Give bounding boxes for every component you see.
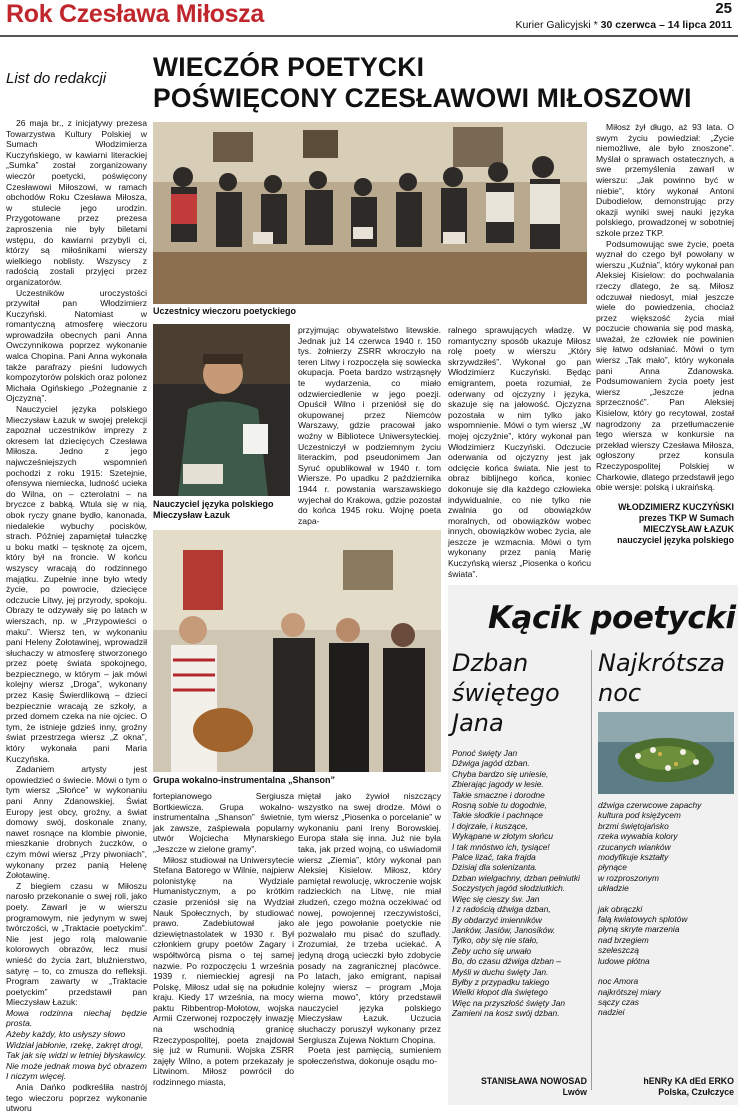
column-3-bottom bbox=[298, 791, 441, 1105]
audience-photo-image bbox=[153, 122, 587, 304]
poem-line: Więc się cieszy św. Jan bbox=[452, 893, 540, 904]
article-headline bbox=[153, 52, 733, 114]
page-number: 25 bbox=[715, 0, 732, 17]
signature-role-1: prezes TKP W Sumach bbox=[638, 513, 734, 523]
section-title: Rok Czesława Miłosza bbox=[6, 0, 264, 28]
teacher-photo-image bbox=[153, 324, 290, 496]
poem-line: I tak mnóstwo ich, tysiące! bbox=[452, 841, 550, 852]
poem-line: Dzban wielgachny, dzban pełniutki bbox=[452, 872, 580, 883]
poetry-section-title: Kącik poetycki bbox=[488, 600, 736, 636]
column-3-top bbox=[298, 325, 441, 526]
poem-line: Żeby ucho się urwało bbox=[452, 945, 532, 956]
paragraph: Miłosz studiował na Uniwersytecie Stefana Batorego w Wilnie, najpierw polonistykę na Wydziale Humanistycznym, a po krótkim czasie przeniósł się na Wydział Nauk Społecznych, by studiować prawo. Zadebiutował jako dziewiętnastolatek w 1930 r. Był członkiem grupy poetów Żagary i współtwórcą pisma o tej samej nazwie. Po rozpoczęciu 1 września 1939 r. niemieckiej agresji na Polskę, Miłosz udał się na południe kraju. Kiedy 17 września, na mocy paktu Ribbentrop-Mołotow, wojska Armii Czerwonej rozpoczęły inwazję na wschodnią granicę Rzeczypospolitej, poeta znajdował się już w Rumunii. Wojska ZSRR zajęły Wilno, a potem przekazały je Litwinom. Miłosz powrócił do rodzinnego miasta, bbox=[153, 854, 294, 1088]
verse-line: Tak jak się widzi w letniej błyskawicy. bbox=[6, 1050, 147, 1061]
column-1 bbox=[6, 118, 147, 1114]
poem-line: Dźwiga jagód dzban. bbox=[452, 758, 530, 769]
poem-line: Tylko, oby się nie stało, bbox=[452, 935, 539, 946]
poem-line: I z radością dźwiga dzban, bbox=[452, 904, 551, 915]
paragraph: Uczestników uroczystości przywitał pan Włodzimierz Kuczyński. Natomiast w romantyczną atmosferę wieczoru wprowadziła obecnych pani Anna Owczynnikowa poprzez wykonanie walca Chopina. Pani Anna wykonała także parafrazy pieśni ludowych kompozytorów polskich oraz polonez Michała Ogińskiego „Pożegnanie z Ojczyzną”. bbox=[6, 287, 147, 404]
wreath-photo-image bbox=[598, 712, 734, 794]
poem-line: Więc na przyszłość święty Jan bbox=[452, 997, 566, 1008]
photo-teacher bbox=[153, 324, 290, 496]
signature-name-1: WŁODZIMIERZ KUCZYŃSKI bbox=[618, 502, 734, 512]
paragraph: Poeta jest pamięcią, sumieniem społeczeństwa, dokonuje osądu mo- bbox=[298, 1045, 441, 1066]
caption-teacher-line-2: Mieczysław Łazuk bbox=[153, 510, 231, 520]
poem-line: Palce lizać, taka frajda bbox=[452, 852, 536, 863]
poem-line: płyną skryte marzenia bbox=[598, 924, 680, 935]
paragraph: 26 maja br., z inicjatywy prezesa Towarzystwa Kultury Polskiej w Sumach Włodzimierza Kuczyńskiego, w kawiarni literackiej „Sumka” został zorganizowany wieczór poetycki, poświęcony Czesławowi Miłoszowi, w ramach obchodów Roku Czesława Miłosza, w stulecie jego urodzin. Przygotowane przez prezesa zaproszenia nie były biletami wstępu, do kawiarni przybyli ci, którzy są miłośnikami wierszy wielkiego noblisty. Wszyscy z radością zostali przyjęci przez organizatorów. bbox=[6, 118, 147, 287]
poem-line: w rozproszonym bbox=[598, 872, 659, 883]
verse-line: Ażeby każdy, kto usłyszy słowo bbox=[6, 1029, 126, 1040]
poem-line: Soczystych jagód słodziutkich. bbox=[452, 883, 566, 894]
poem-line: brzmi świętojańsko bbox=[598, 820, 669, 831]
verse-line: Widział jabłonie, rzekę, zakręt drogi, bbox=[6, 1039, 144, 1050]
paragraph: miętał jako żywioł niszczący wszystko na swej drodze. Mówi o tym wiersz „Piosenka o porcelanie” w wykonaniu pani Ireny Borowskiej. Europa stała się inna. Już nie była taka, jak przed wojną, co uświadomił wiersz „Ziemia”, który wykonał pan Aleksiej Kisielow. Miłosz, który pamiętał rewolucję, wkroczenie wojsk radzieckich na Litwę, nie miał złudzeń, czego można oczekiwać od nowej, powojennej rzeczywistości, ale jego powołanie poetyckie nie pozwalało mu pisać do szuflady. Zrozumiał, że trzeba uciekać. A jedyną drogą ucieczki było zdobycie posady na zagranicznej placówce. Po latach, jako emigrant, napisał kolejny wiersz – program „Moja wierna mowo”, który przedstawił nauczyciel języka polskiego Mieczysław Łazuk. Uczucia słuchaczy poruszył wykonany przez Sergiusza Zujewa Nokturn Chopina. bbox=[298, 791, 441, 1045]
paragraph: Podsumowując swe życie, poeta wyznał do czego był powołany w wierszu „Kuźnia”, który wykonał pan Aleksiej Kisielow: do pochwalania rzeczy dlatego, że są. Miłosz odczuwał niedosyt, miał jeszcze wiele do powiedzenia, chociaż przez większość życia miał poczucie chowania się pod maską, uważał, że człowiek nie powinien się łatwo odsłaniać. Mówi o tym wiersz „Tak mało”, który wykonała pani Anna Zdanowska. Podsumowaniem życia poety jest wiersz „Jeszcze jedna sprzeczność”. Pan Aleksiej Kisielow, który go recytował, został nagrodzony za przetłumaczenie tego wiersza w konkursie na przekład wierszy Czesława Miłosza, ogłoszony przez konsula Rzeczypospolitej Polskiej w Charkowie, dlatego przedstawił jego obie wersje: polską i ukraińską. bbox=[596, 238, 734, 493]
poem-line: modyfikuje kształty bbox=[598, 852, 669, 863]
poem-line: I dojrzałe, i kuszące, bbox=[452, 820, 528, 831]
poem-line: Rosną sobie tu dogodnie, bbox=[452, 800, 547, 811]
column-2-bottom bbox=[153, 791, 294, 1105]
band-photo-image bbox=[153, 530, 441, 772]
poem-line: jak obrączki bbox=[598, 903, 643, 914]
issue-line: Kurier Galicyjski * 30 czerwca – 14 lipca 2011 bbox=[515, 19, 732, 31]
poem2-title bbox=[598, 648, 725, 708]
poem-line: układzie bbox=[598, 883, 629, 894]
poem2-text bbox=[598, 800, 734, 1018]
paragraph: ralnego sprawujących władzę. W romantyczny sposób ukazuje Miłosz rolę poety w wierszu „Który skrzywdziłeś”. Wykonał go pan Włodzimierz Kuczyński. Będąc emigrantem, poeta rozumiał, że oderwany od ojczyzny i języka, skazuje się na jałowość. Ojczyzna pozostała w nim tylko jako wspomnienie. Mówi o tym wiersz „W mojej ojczyźnie”, który wykonał pan Włodzimierz Kuczyński. Odczucie oderwania od ojczyzny jest jak odcięcie końca świata. Nie jest to obraz biblijnego końca, koniec dokonuje się dla każdego człowieka indywidualnie, co nie tylko nie zwalnia go od obowiązków moralnych, od obowiązków wobec innych, obowiązków wobec życia, ale jeszcze je wzmacnia. Mówi o tym wykonany przez panią Marię Kuczyńską wiersz „Piosenka o końcu świata”. bbox=[448, 325, 591, 579]
signature-name-2: MIECZYSŁAW ŁAZUK bbox=[643, 524, 734, 534]
poem1-title-line-2: świętego bbox=[452, 679, 560, 707]
poem-line: Takie słodkie i pachnące bbox=[452, 810, 543, 821]
paragraph: przyjmując obywatelstwo litewskie. Jednak już 14 czerwca 1940 r. 150 tys. żołnierzy ZSRR wkroczyło na teren Litwy i rozpoczęła się sowiecka okupacja. Poeta bardzo wstrząsnęły te wydarzenia, co miało odzwierciedlenie w jego poezji. Opuścił Wilno i przeniósł się do okupowanej przez Niemców Warszawy, gdzie pracował jako woźny w Bibliotece Uniwersyteckiej. Uczestniczył w podziemnym życiu literackim, pod pseudonimem Jan Syruć opublikował w 1940 r. tom Wiersze. Po upadku 2 października 1944 r. powstania warszawskiego wyjechał do Krakowa, gdzie pozostał do końca 1945 roku. Wojnę poeta zapa- bbox=[298, 325, 441, 526]
column-5 bbox=[596, 122, 734, 500]
headline-line-2: POŚWIĘCONY CZESŁAWOWI MIŁOSZOWI bbox=[153, 83, 692, 113]
poem-line: Byłby z przypadku takiego bbox=[452, 976, 550, 987]
paragraph: Ania Dańko podkreśliła nastrój tego wieczoru poprzez wykonanie utworu bbox=[6, 1082, 147, 1114]
poem-line: Chyba bardzo się uniesie, bbox=[452, 768, 549, 779]
signature-role-2: nauczyciel języka polskiego bbox=[617, 535, 734, 545]
poem-line: rzucanych wianków bbox=[598, 841, 671, 852]
poem2-title-line-1: Najkrótsza bbox=[598, 649, 725, 677]
poem-line: najkrótszej miary bbox=[598, 986, 661, 997]
poem-line: ludowe płótna bbox=[598, 955, 650, 966]
paragraph: fortepianowego Sergiusza Bortkiewicza. Grupa wokalno-instrumentalna „Shanson” świetnie, jak zawsze, zaśpiewała popularny utwór Wojciecha Młynarskiego „Jeszcze w zielone gramy”. bbox=[153, 791, 294, 854]
issue-dates: 30 czerwca – 14 lipca 2011 bbox=[600, 19, 732, 31]
poem-line: Zbierając jagody w lesie. bbox=[452, 779, 544, 790]
column-4 bbox=[448, 325, 591, 580]
paragraph: Zadaniem artysty jest opowiedzieć o świecie. Mówi o tym o tym wiersz „Słońce” w wykonaniu pani Anny Zdanowskiej. Świat Europy jest obcy, groźny, a świat domowy swój, doskonale znany, nawet rosnące na klombie piwonie, mieszkanie drobnych żuczków, o czym mówi wiersz „Przy piwoniach”, wykonany przez panią Helenę Żołotawinę. bbox=[6, 764, 147, 881]
poem-line: By obdarzyć imienników bbox=[452, 914, 542, 925]
poem2-author: hENRy KA dEd ERKO bbox=[643, 1076, 734, 1086]
headline-line-1: WIECZÓR POETYCKI bbox=[153, 52, 425, 82]
caption-teacher bbox=[153, 499, 293, 521]
paragraph: Nauczyciel języka polskiego Mieczysław Łazuk w swojej prelekcji zapoznał uczestników imprezy z okresem lat dziecięcych Czesława Miłosza. Jedno z jego najwcześniejszych wspomnień pochodzi z roku 1915: Szetejnie, ofensywa niemiecka, ludność ucieka do Wilna, on – czterolatni – na bryczce z babką. Wtula się w nią, obok ryczy gnane bydło, kanonada, niedalekie wybuchy pocisków, strach. Później zapamiętał tułaczkę u boku matki – tęsknotę za ojcem, który był na froncie. W końcu wszyscy wracają do rodzinnego majątku. Zupełnie inne było wtedy życie, po powrocie, dziecięce odczucie Litwy, jej przyrody, spokoju. Obrazy te odzywały się po latach w wierszach, np. w „Przypowieści o maku”. Wiersz ten, w wykonaniu pani Heleny Żołotawinej, wprowadził słuchaczy w atmosferę stworzonego przez poetę świata spokojnego, bezpiecznego, w którym – jak mówi kolejny wiersz „Droga”, wykonany przez Kasię Świerdlikową – dzieci bezpiecznie wracają ze szkoły, a przed domem czeka na nie ojciec. O tym, że istnieje gdzieś inny, groźny świat przestrzega wiersz „Z okna”, który wykonała pani Maria Kuczyńska. bbox=[6, 404, 147, 764]
verse-line: Nie może jednak mowa być obrazem bbox=[6, 1060, 147, 1071]
poem-line: falą kwiatowych splotów bbox=[598, 914, 688, 925]
poem-line: noc Amora bbox=[598, 976, 639, 987]
poem-line: Dzisiaj dla solenizanta. bbox=[452, 862, 538, 873]
verse-line: Mowa rodzinna niechaj będzie prosta. bbox=[6, 1007, 147, 1029]
poem-line: Myśli w duchu święty Jan. bbox=[452, 966, 549, 977]
poem-line: Wykąpane w złotym słońcu bbox=[452, 831, 554, 842]
quoted-verse bbox=[6, 1008, 147, 1082]
paragraph: Z biegiem czasu w Miłoszu narosło przekonanie o swej roli, jako poety. Zawarł je w wierszu programowym, nie jedynym w swej twórczości, w „Traktacie poetyckim”. Nie jest jego rolą malowanie kolorowych obrazów, lecz musi wnieść do życia żart, bluźnierstwo, satyrę – to, co zmusza do refleksji. Program zawarty w „Traktacie poetyckim” przedstawił pan Mieczysław Łazuk: bbox=[6, 880, 147, 1008]
photo-band bbox=[153, 530, 441, 772]
poem1-text bbox=[452, 748, 588, 1019]
poem-line: szeleszczą bbox=[598, 945, 639, 956]
poem-line: Janków, Jasiów, Janosików. bbox=[452, 924, 556, 935]
poem-line: sączy czas bbox=[598, 996, 639, 1007]
poem-line: Takie smaczne i dorodne bbox=[452, 789, 545, 800]
poem-line bbox=[598, 966, 734, 976]
poem-line: Wielki kłopot dla świętego bbox=[452, 987, 548, 998]
caption-audience: Uczestnicy wieczoru poetyckiego bbox=[153, 306, 297, 316]
poem-line: nadziei bbox=[598, 1007, 625, 1018]
poem-line: Bo, do czasu dźwiga dzban – bbox=[452, 956, 561, 967]
poem2-city: Polska, Czułczyce bbox=[658, 1087, 734, 1097]
photo-audience bbox=[153, 122, 587, 304]
poem2-title-line-2: noc bbox=[598, 679, 642, 707]
poem-line bbox=[598, 894, 734, 904]
poetry-divider bbox=[591, 650, 592, 1090]
poem1-signature bbox=[452, 1076, 587, 1098]
poem-line: płynące bbox=[598, 862, 627, 873]
poem1-city: Lwów bbox=[562, 1087, 587, 1097]
poem-line: dźwiga czerwcowe zapachy bbox=[598, 800, 702, 810]
poem-line: Zamieni na kosz swój dzban. bbox=[452, 1008, 560, 1019]
signature-block bbox=[596, 502, 734, 546]
poem1-title-line-1: Dzban bbox=[452, 649, 529, 677]
verse-line: I niczym więcej. bbox=[6, 1071, 67, 1082]
caption-teacher-line-1: Nauczyciel języka polskiego bbox=[153, 499, 274, 509]
poem2-signature bbox=[598, 1076, 734, 1098]
poem1-title bbox=[452, 648, 560, 738]
poem-line: Ponoć święty Jan bbox=[452, 748, 518, 758]
poem-line: rzeka wywabia kolory bbox=[598, 831, 678, 842]
header-rule bbox=[0, 35, 738, 37]
article-label: List do redakcji bbox=[6, 70, 107, 87]
poem1-title-line-3: Jana bbox=[452, 709, 504, 737]
poem1-author: STANISŁAWA NOWOSAD bbox=[480, 1076, 587, 1086]
poem-line: nad brzegiem bbox=[598, 934, 649, 945]
poem-line: kultura pod księżycem bbox=[598, 810, 681, 821]
wreath-photo bbox=[598, 712, 734, 794]
publication-name: Kurier Galicyjski bbox=[515, 19, 591, 31]
paragraph: Miłosz żył długo, aż 93 lata. O swym życiu powiedział: „Życie niemożliwe, ale było znoszone”. Myślał o sprawach ostatecznych, a swe przemyślenia zawarł w wierszu: „Jak powinno być w niebie”, który wykonał Antoni Dubodielow, demonstrując przy okazji wyniki swej nauki języka polskiego, prowadzonej w sobotniej szkole przez TKP. bbox=[596, 122, 734, 238]
caption-band: Grupa wokalno-instrumentalna „Shanson” bbox=[153, 775, 336, 785]
